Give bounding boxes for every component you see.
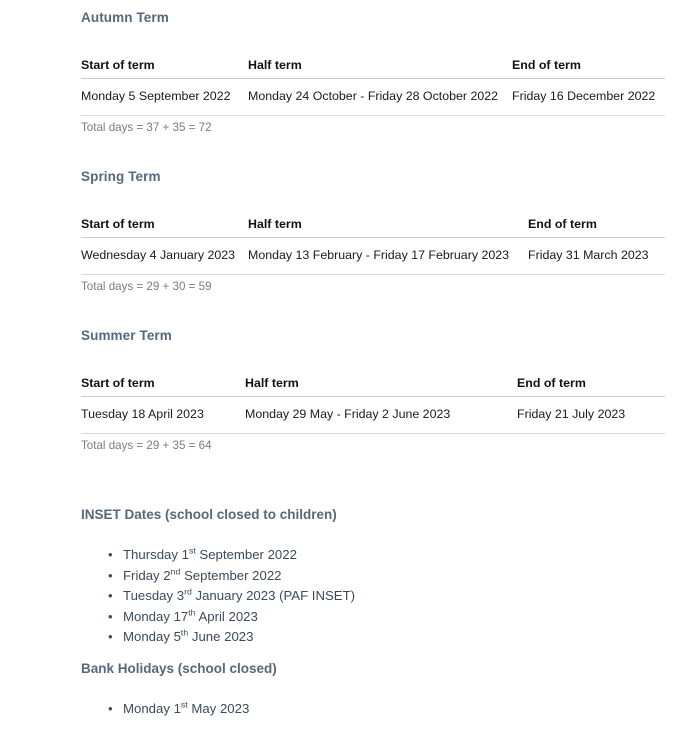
- table-row: [81, 397, 665, 434]
- list-item: [81, 545, 581, 566]
- term-table-summer: [81, 376, 665, 453]
- inset-dates-section: [81, 507, 581, 648]
- ordinal-suffix: st: [180, 699, 188, 710]
- cell-end-of-term: Friday 31 March 2023: [528, 248, 649, 262]
- term-heading-summer: Summer Term: [81, 328, 172, 343]
- inset-dates-heading: INSET Dates (school closed to children): [81, 507, 337, 522]
- cell-half-term: Monday 13 February - Friday 17 February 2023: [248, 248, 510, 262]
- column-header-half: Half term: [248, 217, 302, 231]
- total-days-summer: Total days = 29 + 35 = 64: [81, 438, 212, 452]
- inset-date-text-2: Friday 2nd September 2022: [123, 566, 282, 583]
- table-row: [81, 238, 665, 275]
- term-table-autumn: [81, 58, 665, 135]
- column-header-start: Start of term: [81, 376, 155, 390]
- cell-start-of-term: Tuesday 18 April 2023: [81, 407, 204, 421]
- table-header-row: [81, 58, 665, 79]
- table-row: [81, 79, 665, 116]
- column-header-start: Start of term: [81, 58, 155, 72]
- column-header-end: End of term: [528, 217, 597, 231]
- column-header-end: End of term: [517, 376, 586, 390]
- inset-date-text-4: Monday 17th April 2023: [123, 607, 258, 624]
- cell-end-of-term: Friday 21 July 2023: [517, 407, 626, 421]
- bank-holidays-list: [81, 699, 581, 720]
- inset-date-text-1: Thursday 1st September 2022: [123, 545, 297, 562]
- term-heading-autumn: Autumn Term: [81, 10, 169, 25]
- list-item: [81, 586, 581, 607]
- bank-holidays-heading: Bank Holidays (school closed): [81, 661, 277, 676]
- inset-date-text-5: Monday 5th June 2023: [123, 627, 254, 645]
- bullet-icon: •: [108, 629, 113, 645]
- bullet-icon: •: [108, 588, 113, 604]
- term-heading-spring: Spring Term: [81, 169, 161, 184]
- column-header-end: End of term: [512, 58, 581, 72]
- cell-end-of-term: Friday 16 December 2022: [512, 89, 656, 103]
- list-item: [81, 699, 581, 720]
- bullet-icon: •: [108, 608, 113, 624]
- column-header-half: Half term: [245, 376, 299, 390]
- list-item: [81, 566, 581, 587]
- list-item: [81, 627, 581, 648]
- ordinal-suffix: th: [180, 627, 189, 638]
- cell-start-of-term: Wednesday 4 January 2023: [81, 248, 236, 262]
- inset-date-text-3: Tuesday 3rd January 2023 (PAF INSET): [123, 586, 356, 604]
- bullet-icon: •: [108, 567, 113, 583]
- bullet-icon: •: [108, 701, 113, 716]
- list-item: [81, 607, 581, 628]
- column-header-half: Half term: [248, 58, 302, 72]
- bank-holiday-text-1: Monday 1st May 2023: [123, 699, 250, 716]
- cell-half-term: Monday 29 May - Friday 2 June 2023: [245, 407, 451, 421]
- ordinal-suffix: th: [188, 607, 196, 618]
- cell-start-of-term: Monday 5 September 2022: [81, 89, 231, 103]
- ordinal-suffix: st: [188, 545, 196, 556]
- bank-holidays-section: [81, 661, 581, 720]
- bullet-icon: •: [108, 547, 113, 562]
- table-header-row: [81, 217, 665, 238]
- ordinal-suffix: nd: [170, 566, 181, 577]
- ordinal-suffix: rd: [184, 586, 192, 597]
- table-total-row: [81, 115, 665, 135]
- cell-half-term: Monday 24 October - Friday 28 October 2022: [248, 89, 499, 103]
- total-days-autumn: Total days = 37 + 35 = 72: [81, 120, 212, 134]
- table-total-row: [81, 274, 665, 294]
- term-section-summer: [81, 328, 667, 453]
- term-section-autumn: [81, 10, 667, 135]
- term-section-spring: [81, 169, 667, 294]
- total-days-spring: Total days = 29 + 30 = 59: [81, 279, 212, 293]
- inset-dates-list: [81, 545, 581, 648]
- table-header-row: [81, 376, 665, 397]
- term-table-spring: [81, 217, 665, 294]
- column-header-start: Start of term: [81, 217, 155, 231]
- table-total-row: [81, 433, 665, 453]
